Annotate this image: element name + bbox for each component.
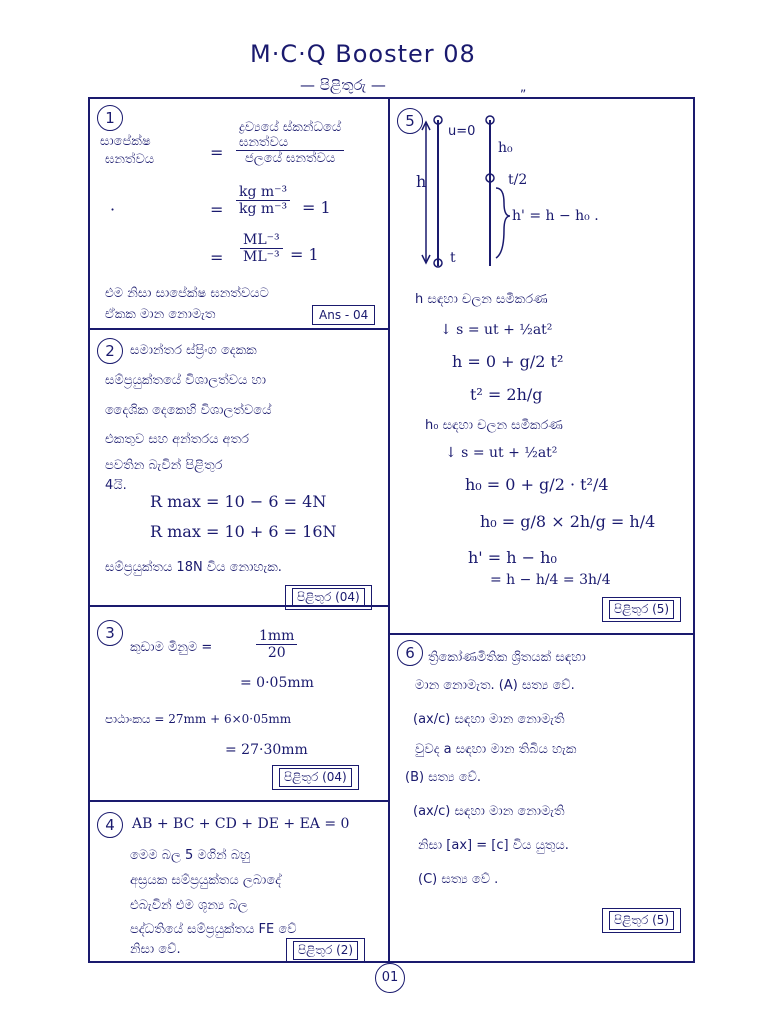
q6-line: නිසා [ax] = [c] විය යුතුය. [418,838,569,853]
q6-line: (B) සත්‍ය වේ. [405,770,482,785]
q5-line: ↓ s = ut + ½at² [445,445,558,461]
label-u0: u=0 [448,124,476,139]
q6-line: (C) සත්‍ය වේ . [418,872,499,887]
q6-line: වුවද a සඳහා මාන තිබිය හැක [415,742,577,757]
q6-line: ත්‍රිකෝණමිතික ශ්‍රිතයක් සඳහා [428,650,586,665]
q1-fraction-2: $\frac{\text{kg m⁻³}}{\text{kg m⁻³}}$ [236,184,290,217]
answer-box: පිළිතුර (5) [602,908,681,933]
page-number: 01 [375,963,405,993]
answer-box: පිළිතුර (5) [602,597,681,622]
grid-divider-vertical [388,97,390,961]
grid-divider-q3 [88,800,390,802]
q6-line: (ax/c) සඳහා මාන නොමැති [413,712,565,727]
q5-line: = h − h/4 = 3h/4 [490,572,611,588]
label-h: h [416,172,427,191]
q2-line: පවතින බැවින් පිළිතුර [105,458,223,473]
q5-line: h₀ = g/8 × 2h/g = h/4 [480,512,656,531]
q6-line: මාන නොමැත. (A) සත්‍ය වේ. [415,678,575,693]
stray-mark: „ [520,80,527,94]
q4-line: අස්‍රයක සම්ප්‍රයුක්තය ලබාදේ [130,873,281,888]
q2-conclusion: සම්ප්‍රයුක්තය 18N විය නොහැක. [105,560,282,575]
question-number: 1 [97,105,123,131]
q1-fraction-3: $\frac{\text{ML⁻³}}{\text{ML⁻³}}$ [240,232,283,265]
q1-eq2-rhs: = 1 [302,198,331,217]
grid-divider-q1 [88,328,390,330]
page-title: M·C·Q Booster 08 [250,40,476,68]
question-number: 3 [97,620,123,646]
answer-box: පිළිතුර (2) [286,938,365,963]
answer-box: පිළිතුර (04) [272,765,359,790]
q1-fraction-1: ද්‍රව්‍යයේ ස්කන්ධයේ ඝනත්වය ජලයේ ඝනත්වය [236,120,344,166]
free-fall-diagram [400,108,620,278]
label-t: t [450,250,456,266]
q3-line4: = 27·30mm [225,742,308,758]
page-subtitle: — පිළිතුරු — [300,76,386,94]
label-t-half: t/2 [508,172,528,188]
q5-line: ↓ s = ut + ½at² [440,322,553,338]
q4-line: මෙම බල 5 මගින් බහු [130,848,251,863]
label-h-prime: h' = h − h₀ . [512,208,599,224]
q5-line: h සඳහා චලන සමීකරණ [415,292,548,307]
q4-line: එබැවින් එම ශූන්‍ය බල [130,898,248,913]
answer-box: පිළිතුර (04) [285,585,372,610]
q1-conclusion-b: ඒකක මාන නොමැත [105,307,216,322]
q1-lhs-b: ඝනත්වය [105,152,155,167]
q2-line: සමාන්තර ස්ප්‍රිංග දෙකක [130,343,257,358]
q3-line3: පාඨාංකය = 27mm + 6×0·05mm [105,712,292,726]
q3-least-count: කුඩාම මිනුම = [130,640,213,655]
q6-line: (ax/c) සඳහා මාන නොමැති [413,804,565,819]
q4-equation: AB + BC + CD + DE + EA = 0 [132,816,350,832]
q5-line: h' = h − h₀ [468,548,557,567]
q2-rmax: R max = 10 + 6 = 16N [150,522,337,541]
q3-fraction: $\frac{1mm}{20}$ [256,628,297,661]
q3-line2: = 0·05mm [240,675,314,691]
q5-line: h₀ = 0 + g/2 · t²/4 [465,475,609,494]
answer-box: Ans - 04 [312,305,375,325]
q2-rmin: R max = 10 − 6 = 4N [150,492,327,511]
question-number: 5 [397,108,423,134]
question-number: 2 [97,338,123,364]
q4-line: පද්ධතියේ සම්ප්‍රයුක්තය FE වේ [130,922,297,937]
q1-eq3-rhs: = 1 [290,245,319,264]
q2-line: දෛශික දෙකෙහි විශාලත්වයේ [105,403,272,418]
q1-conclusion-a: එම නිසා සාපේක්ෂ ඝනත්වයට [105,286,269,301]
q5-line: t² = 2h/g [470,385,543,404]
q2-line: එකතුව සහ අන්තරය අතර [105,432,249,447]
q2-line: සම්ප්‍රයුක්තයේ විශාලත්වය හා [105,373,267,388]
question-number: 4 [97,812,123,838]
q1-lhs-a: සාපේක්ෂ [100,134,151,149]
q5-line: h₀ සඳහා චලන සමීකරණ [425,418,563,433]
q5-line: h = 0 + g/2 t² [452,352,564,371]
question-number: 6 [397,640,423,666]
label-h0: h₀ [498,140,513,156]
q4-line-end: නිසා වේ. [130,942,181,957]
grid-divider-q5 [388,633,693,635]
q2-line-end: 4යි. [105,478,127,493]
